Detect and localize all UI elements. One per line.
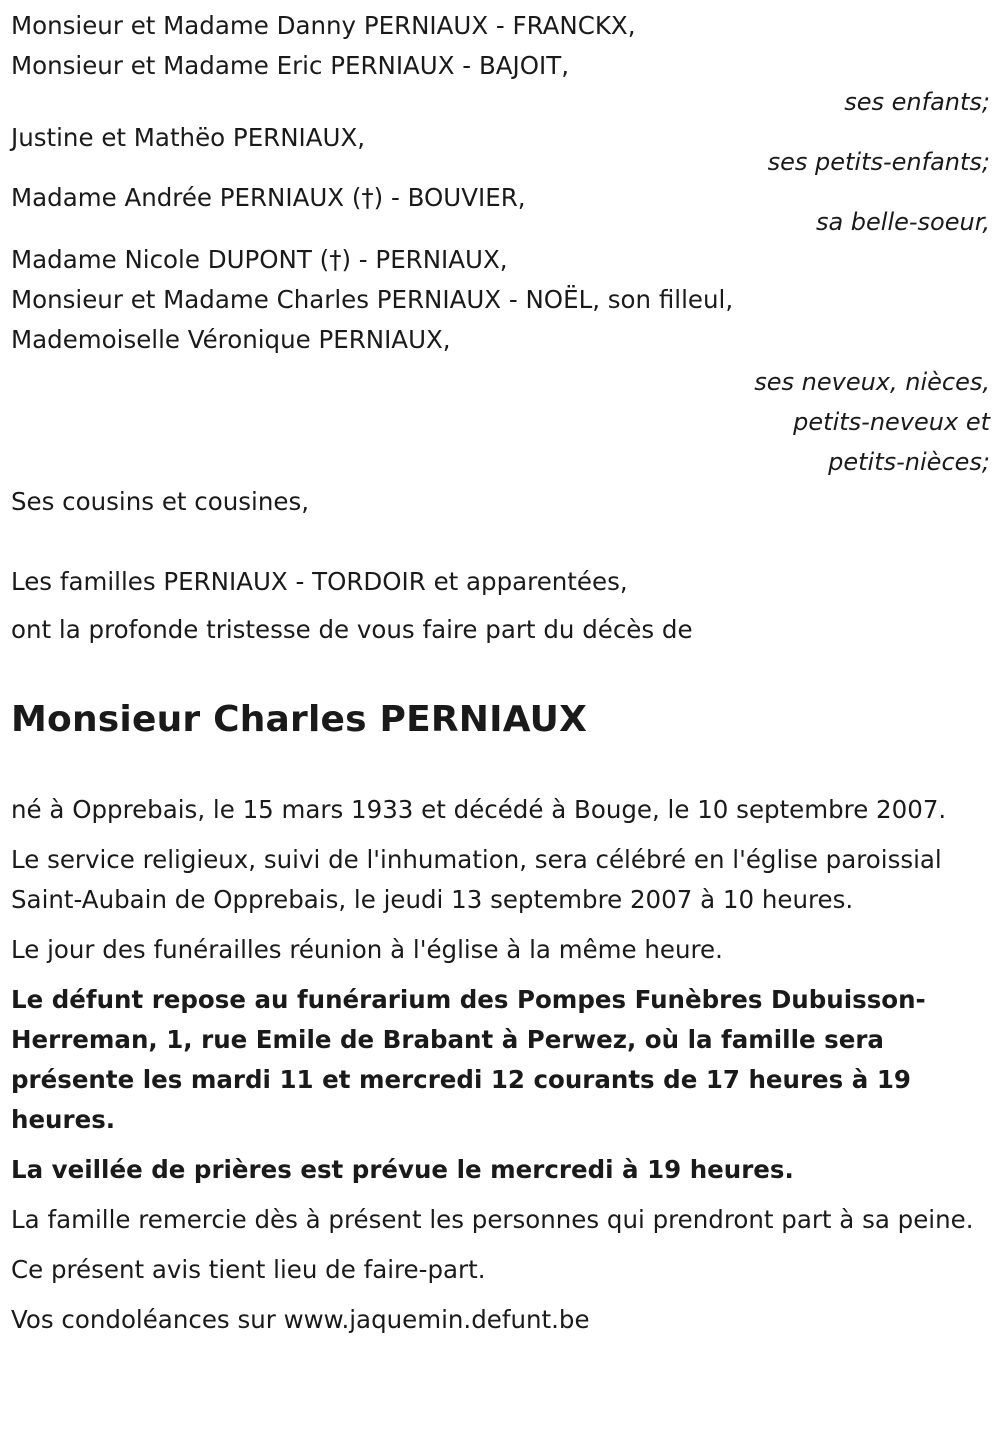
funeral-home-paragraph: Le défunt repose au funérarium des Pompes Funèbres Dubuisson-Herreman, 1, rue Emile de Brabant à Perwez, où la famille sera présente les mardi 11 et mercredi 12 courants de 17 heures à 19 heures. <box>11 985 926 1134</box>
family-line: Madame Andrée PERNIAUX (†) - BOUVIER, <box>11 183 526 212</box>
family-line: Mademoiselle Véronique PERNIAUX, <box>11 325 451 354</box>
announcement-line: ont la profonde tristesse de vous faire part du décès de <box>11 615 693 644</box>
role-label: ses petits-enfants; <box>767 148 990 176</box>
family-line: Madame Nicole DUPONT (†) - PERNIAUX, <box>11 245 508 274</box>
vigil-paragraph: La veillée de prières est prévue le mercredi à 19 heures. <box>11 1155 794 1184</box>
notice-paragraph: Ce présent avis tient lieu de faire-part. <box>11 1255 486 1284</box>
families-line: Les familles PERNIAUX - TORDOIR et apparentées, <box>11 567 628 596</box>
role-label: ses neveux, nièces, <box>754 368 990 396</box>
family-line: Monsieur et Madame Danny PERNIAUX - FRANCKX, <box>11 11 636 40</box>
family-line: Monsieur et Madame Charles PERNIAUX - NOËL, son filleul, <box>11 285 734 314</box>
service-paragraph: Le service religieux, suivi de l'inhumation, sera célébré en l'église paroissial Saint-Aubain de Opprebais, le jeudi 13 septembre 2007 à 10 heures. <box>11 845 942 914</box>
role-label: petits-neveux et <box>793 408 990 436</box>
family-line: Justine et Mathëo PERNIAUX, <box>11 123 366 152</box>
deceased-name: Monsieur Charles PERNIAUX <box>11 699 588 740</box>
thanks-paragraph: La famille remercie dès à présent les personnes qui prendront part à sa peine. <box>11 1205 974 1234</box>
spacer <box>11 522 990 562</box>
role-label: sa belle-soeur, <box>815 208 990 236</box>
meeting-paragraph: Le jour des funérailles réunion à l'église à la même heure. <box>11 935 723 964</box>
birth-death-paragraph: né à Opprebais, le 15 mars 1933 et décédé à Bouge, le 10 septembre 2007. <box>11 795 947 824</box>
cousins-line: Ses cousins et cousines, <box>11 487 309 516</box>
role-label: petits-nièces; <box>828 448 990 476</box>
role-label: ses enfants; <box>844 88 990 116</box>
family-line: Monsieur et Madame Eric PERNIAUX - BAJOIT, <box>11 51 569 80</box>
condolences-paragraph: Vos condoléances sur www.jaquemin.defunt.be <box>11 1305 590 1334</box>
